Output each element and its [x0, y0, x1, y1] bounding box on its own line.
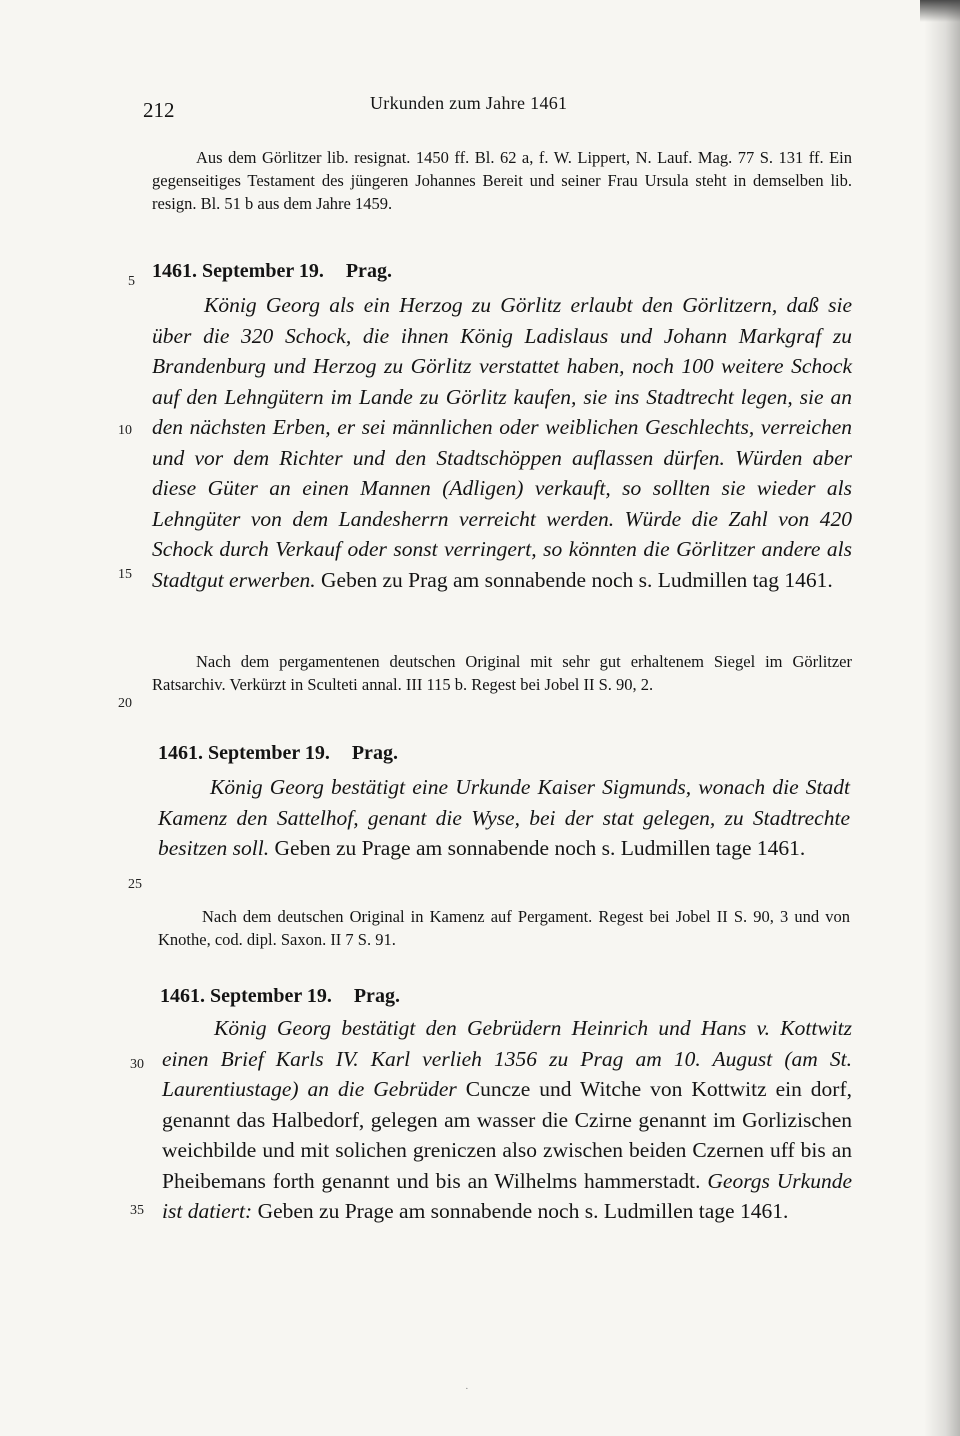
quoted-text: Cuncze und Witche von Kottwitz ein dorf, genannt das Halbedorf, gelegen am wasser die Czirne genannt im Gorlizischen weichbilde und mit solichen greniczen also zwischen beiden Czernen uff bis an Pheibemans forth genannt und bis an Wilhelms hammerstadt.: [162, 1077, 853, 1193]
entry-regest: [162, 1013, 852, 1227]
entry-regest: [152, 290, 852, 595]
entry-place: Prag.: [351, 742, 398, 764]
entry-date: 1461. September 19.: [160, 985, 332, 1007]
entry-heading: [152, 260, 392, 283]
entry-note: Nach dem pergamentenen deutschen Original mit sehr gut erhaltenem Siegel im Görlitzer Ratsarchiv. Verkürzt in Sculteti annal. III 115 b. Regest bei Jobel II S. 90, 2.: [152, 652, 852, 694]
line-number: 5: [128, 274, 135, 289]
line-number: 10: [118, 423, 132, 438]
scan-speck: ·: [465, 1383, 469, 1395]
regest-text: König Georg bestätigt eine Urkunde Kaiser Sigmunds, wonach die Stadt Kamenz den Sattelhof, genant die Wyse, bei der stat gelegen, zu Stadtrechte besitzen soll.: [158, 775, 850, 860]
page-number: 212: [143, 98, 175, 122]
regest-text: König Georg als ein Herzog zu Görlitz erlaubt den Görlitzern, daß sie über die 320 Schock, die ihnen König Ladislaus und Johann Markgraf zu Brandenburg und Herzog zu Görlitz verstattet haben, noch 100 weitere Schock auf den Lehngütern im Lande zu Görlitz kaufen, sie ins Stadtrecht legen, sie an den nächsten Erben, er sei männlichen oder weiblichen Geschlechts, verreichen und vor dem Richter und den Stadtschöppen auflassen dürfen. Würden aber diese Güter an einen Mannen (Adligen) verkauft, so sollten sie wieder als Lehngüter von dem Landesherrn verreicht werden. Würde die Zahl von 420 Schock durch Verkauf oder sonst verringert, so könnten die Görlitzer andere als Stadtgut erwerben.: [152, 293, 852, 592]
line-number: 15: [118, 567, 132, 582]
intro-note: Aus dem Görlitzer lib. resignat. 1450 ff. Bl. 62 a, f. W. Lippert, N. Lauf. Mag. 77 S. 131 ff. Ein gegenseitiges Testament des jüngeren Johannes Bereit und seiner Frau Ursula steht in demselben lib. resign. Bl. 51 b aus dem Jahre 1459.: [152, 148, 852, 213]
entry-note: Nach dem deutschen Original in Kamenz auf Pergament. Regest bei Jobel II S. 90, 3 und von Knothe, cod. dipl. Saxon. II 7 S. 91.: [158, 907, 850, 949]
quoted-text: Geben zu Prag am sonnabende noch s. Ludmillen tag 1461.: [321, 567, 833, 592]
scan-corner-mark: [920, 0, 960, 22]
entry-heading: [158, 742, 398, 765]
entry-date: 1461. September 19.: [158, 742, 330, 764]
quoted-text: Geben zu Prage am sonnabende noch s. Ludmillen tage 1461.: [257, 1199, 789, 1223]
entry-place: Prag.: [353, 985, 400, 1007]
entry-date: 1461. September 19.: [152, 260, 324, 282]
regest-text: König Georg bestätigt den Gebrüdern Heinrich und Hans v. Kottwitz einen Brief Karls IV. Karl verlieh 1356 zu Prag am 10. August (am St. Laurentiustage) an die Gebrüder: [162, 1016, 852, 1101]
quoted-text: Geben zu Prage am sonnabende noch s. Ludmillen tage 1461.: [274, 836, 806, 860]
running-title: Urkunden zum Jahre 1461: [370, 93, 568, 113]
entry-regest: [158, 772, 850, 864]
line-number: 35: [130, 1203, 144, 1218]
entry-heading: [160, 985, 400, 1008]
line-number: 20: [118, 696, 132, 711]
line-number: 30: [130, 1057, 144, 1072]
line-number: 25: [128, 877, 142, 892]
entry-place: Prag.: [345, 260, 392, 282]
page-edge-shadow: [924, 0, 960, 1436]
regest-text: Georgs Urkunde ist datiert:: [162, 1168, 853, 1223]
